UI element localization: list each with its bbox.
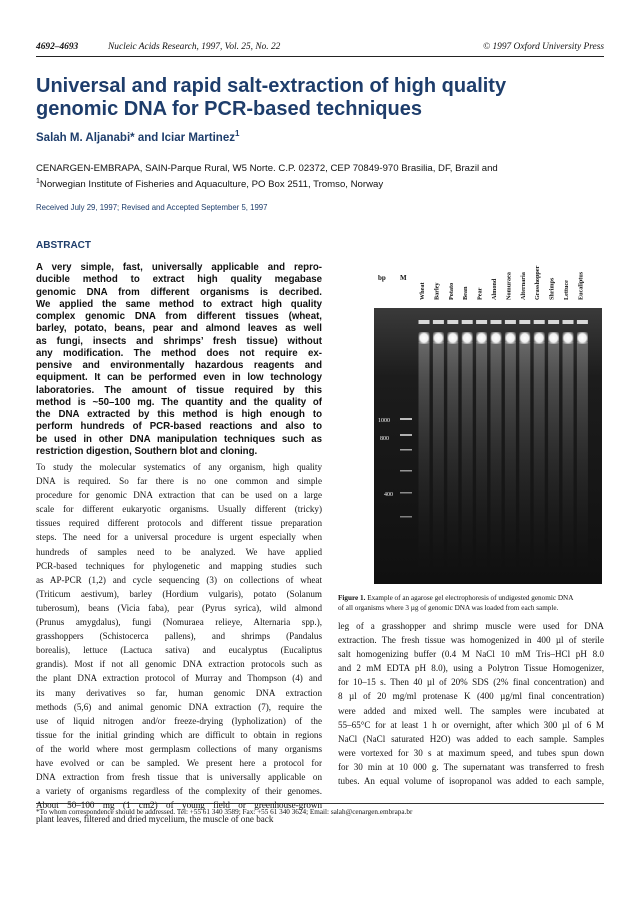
running-header xyxy=(36,42,604,54)
abstract-line: complex genomic DNA from different tissues (wheat, xyxy=(36,311,322,322)
title-line: Universal and rapid salt-extraction of high quality xyxy=(36,75,507,97)
lane-well xyxy=(519,320,530,324)
lane-smear xyxy=(577,342,588,572)
genomic-dna-band xyxy=(447,332,458,344)
header-rule xyxy=(36,56,604,57)
lane-smear xyxy=(491,342,502,572)
genomic-dna-band xyxy=(419,332,430,344)
body-line: DNA is required. So far there is no one common and simple xyxy=(36,476,322,487)
lane-smear xyxy=(476,342,487,572)
affiliation-2 xyxy=(36,178,383,190)
abstract-line: We applied the same method to extract high quality xyxy=(36,298,322,310)
body-line: grasshoppers (Schistocerca pallens), and shrimps (Pandalus xyxy=(36,631,322,642)
body-line: extraction. The fresh tissue was homogenized in 400 µl of sterile xyxy=(338,635,604,646)
affiliation-mark: 1 xyxy=(36,178,40,185)
body-line: DNA extraction from fresh tissue that is universally applicable on xyxy=(36,772,322,783)
body-line: methods (5,6) and animal genomic DNA extraction (7), require the xyxy=(36,701,322,712)
body-line: and 2 mM EDTA pH 8.0), using a Polytron Tissue Homogenizer, xyxy=(338,663,604,674)
lane-smear xyxy=(433,342,444,572)
abstract-line: A very simple, fast, universally applicable and repro- xyxy=(36,262,322,273)
abstract-heading: ABSTRACT xyxy=(36,240,91,251)
lane-well xyxy=(447,320,458,324)
caption-label: Figure 1. xyxy=(338,594,366,602)
body-line: hundreds of samples need to be analyzed. We have applied xyxy=(36,546,322,557)
lane-label: Shrimps xyxy=(548,277,556,300)
lane-well xyxy=(462,320,473,324)
genomic-dna-band xyxy=(491,332,502,344)
lane-label: Wheat xyxy=(419,282,426,300)
genomic-dna-band xyxy=(548,332,559,344)
journal-citation: Nucleic Acids Research, 1997, Vol. 25, No. 22 xyxy=(108,42,281,52)
body-line: as AP-PCR (1,2) and cycle sequencing (3) on collections of wheat xyxy=(36,574,322,585)
body-line: (Triticum aestivum), barley (Hordium vulgaris), potato (Solanum xyxy=(36,588,322,599)
caption-text: Example of an agarose gel electrophoresis of undigested genomic DNA xyxy=(365,594,574,602)
lane-well xyxy=(476,320,487,324)
body-line: leg of a grasshopper and shrimp muscle were used for DNA xyxy=(338,621,604,631)
abstract-line: any modification. The method does not require ex- xyxy=(36,347,322,359)
lane-label: Almond xyxy=(491,278,498,300)
lane-label: Bean xyxy=(462,286,470,300)
genomic-dna-band xyxy=(577,332,588,344)
abstract-line: pensive and environmentally hazardous reagents and xyxy=(36,360,322,371)
body-line: for 30 min at 10 000 g. The supernatant was transferred to fresh xyxy=(338,761,604,772)
gel-image xyxy=(336,248,604,584)
lane-label: Pear xyxy=(476,287,484,300)
abstract-line: be used in other DNA manipulation techniques such as xyxy=(36,433,322,445)
body-line: tuberosum), beans (Vicia faba), pear (Pyrus syrica), wild almond xyxy=(36,602,322,613)
received-dates: Received July 29, 1997; Revised and Accepted September 5, 1997 xyxy=(36,203,268,212)
abstract-line: perform hundreds of PCR-based reactions and also to xyxy=(36,421,322,433)
abstract-line: restriction digestion, Southern blot and cloning. xyxy=(36,445,258,457)
author-list xyxy=(36,129,239,144)
genomic-dna-band xyxy=(534,332,545,344)
body-line: of the world where most germplasm collections of many organisms xyxy=(36,743,322,754)
lane-well xyxy=(563,320,574,324)
affiliation-1: CENARGEN-EMBRAPA, SAIN-Parque Rural, W5 Norte. C.P. 02372, CEP 70849-970 Brasilia, DF, Brazil and xyxy=(36,163,498,174)
lane-smear xyxy=(534,342,545,572)
lane-smear xyxy=(519,342,530,572)
body-line: procedure for genomic DNA extraction that can be used on a large xyxy=(36,490,322,501)
body-line: were added and mixed well. The samples were incubated at xyxy=(338,705,604,716)
body-line: plant leaves, filtered and dried mycelium, the muscle of one back xyxy=(36,814,274,825)
lane-label: Eucaliptus xyxy=(577,271,585,300)
correspondence-footnote: *To whom correspondence should be addressed. Tel: +55 61 340 3589; Fax: +55 61 340 3624; Email: salah@cenargen.embrapa.br xyxy=(36,808,413,816)
abstract-line: method is ~50–100 mg. The quantity and the quality of xyxy=(36,396,322,408)
body-line: 55–65°C for at least 1 h or overnight, after which 300 µl of 6 M xyxy=(338,719,604,730)
lane-label: Potato xyxy=(447,282,455,300)
body-line: scale for different eukaryotic organisms. Usually different (tricky) xyxy=(36,504,322,515)
lane-label: Alternaria xyxy=(519,272,527,300)
body-line: its many derivatives so far, human genomic DNA extraction xyxy=(36,687,322,698)
title-line: genomic DNA for PCR-based techniques xyxy=(36,98,422,120)
body-line: PCR-based techniques for phylogenetic and mapping studies such xyxy=(36,560,322,571)
abstract-line: as fungi, insects and shrimps’ fresh tissue) without xyxy=(36,335,322,347)
figure-caption xyxy=(338,593,604,613)
body-line: tissues required different protocols and different tissue preparation xyxy=(36,518,322,529)
genomic-dna-band xyxy=(563,332,574,344)
body-line: steps. The need for a universal procedure is urgent especially when xyxy=(36,532,322,543)
genomic-dna-band xyxy=(519,332,530,344)
abstract-line: barley, potato, beans, pear and almond leaves as well xyxy=(36,323,322,335)
abstract-line: genomic DNA from different organisms is decribed. xyxy=(36,286,322,298)
body-line: tubes. An equal volume of isopropanol was added to each sample, xyxy=(338,776,604,787)
lane-label: Nomuraea xyxy=(505,272,513,300)
lane-smear xyxy=(462,342,473,572)
body-line: use of liquid nitrogen and/or freeze-drying (lypholization) of the xyxy=(36,715,322,726)
body-line: NaCl (NaCl saturated H2O) was added to each sample. Samples xyxy=(338,733,604,744)
marker-400: 400 xyxy=(384,492,393,498)
body-column-right xyxy=(338,619,604,788)
body-line: To study the molecular systematics of any organism, high quality xyxy=(36,462,322,472)
body-line: were vortexed for 30 s at maximum speed, and tubes spun down xyxy=(338,747,604,758)
genomic-dna-band xyxy=(462,332,473,344)
body-column-left xyxy=(36,460,322,826)
bp-label: bp xyxy=(378,274,386,282)
article-title xyxy=(36,75,606,121)
genomic-dna-band xyxy=(505,332,516,344)
body-line: have evolved or can be sampled. We present here a protocol for xyxy=(36,757,322,768)
abstract-line: ducible method to extract high quality megabase xyxy=(36,274,322,286)
lane-label: Lettuce xyxy=(563,280,570,300)
author-names: Salah M. Aljanabi* and Iciar Martinez xyxy=(36,131,235,144)
body-line: 8 µl of 20 mg/ml protenase K (400 µg/ml final concentration) xyxy=(338,691,604,702)
gel-figure xyxy=(336,248,604,584)
copyright-notice: © 1997 Oxford University Press xyxy=(483,42,604,52)
body-line: (Prunus amygdalus), fungi (Nomuraea relieye, Alternaria spp.), xyxy=(36,617,322,628)
lane-smear xyxy=(419,342,430,572)
genomic-dna-band xyxy=(433,332,444,344)
body-line: the plant DNA extraction protocol of Murray and Thompson (4) and xyxy=(36,673,322,684)
marker-800: 800 xyxy=(380,436,389,442)
author-affiliation-mark: 1 xyxy=(234,129,240,138)
footnote-rule xyxy=(36,803,604,804)
lane-well xyxy=(433,320,444,324)
page-range: 4692–4693 xyxy=(36,42,79,52)
body-line: salt homogenizing buffer (0.4 M NaCl 10 mM Tris–HCl pH 8.0 xyxy=(338,649,604,660)
lane-smear xyxy=(505,342,516,572)
body-line: for 10–15 s. Then 40 µl of 20% SDS (2% final concentration) and xyxy=(338,677,604,688)
marker-1000: 1000 xyxy=(378,418,390,424)
lane-well xyxy=(577,320,588,324)
body-line: borealis), lettuce (Lactuca sativa) and eucalyptus (Eucaliptus xyxy=(36,645,322,656)
lane-label: Grasshopper xyxy=(534,265,542,300)
abstract-body xyxy=(36,262,322,458)
body-line: grandis). Most if not all genomic DNA extraction protocols such as xyxy=(36,659,322,670)
abstract-line: the DNA extracted by this method is high enough to xyxy=(36,409,322,420)
marker-lane-label: M xyxy=(400,274,407,282)
abstract-line: equipment. It can be performed even in low technology xyxy=(36,372,322,384)
lane-well xyxy=(505,320,516,324)
lane-well xyxy=(548,320,559,324)
genomic-dna-band xyxy=(476,332,487,344)
lane-smear xyxy=(548,342,559,572)
lane-well xyxy=(534,320,545,324)
lane-well xyxy=(419,320,430,324)
caption-text: of all organisms where 3 µg of genomic DNA was loaded from each sample. xyxy=(338,604,559,612)
lane-label: Barley xyxy=(433,282,441,300)
lane-well xyxy=(491,320,502,324)
abstract-line: laboratories. The amount of tissue required by this xyxy=(36,384,322,396)
body-line: About 50–100 mg (1 cm2) of young field or greenhouse-grown xyxy=(36,800,322,811)
body-line: tissue for the initial grinding which are difficult to obtain in regions xyxy=(36,729,322,740)
lane-smear xyxy=(447,342,458,572)
body-line: a variety of organisms regardless of the complexity of their genomes. xyxy=(36,786,322,797)
lane-smear xyxy=(563,342,574,572)
affiliation-2-text: Norwegian Institute of Fisheries and Aquaculture, PO Box 2511, Tromso, Norway xyxy=(39,179,384,191)
